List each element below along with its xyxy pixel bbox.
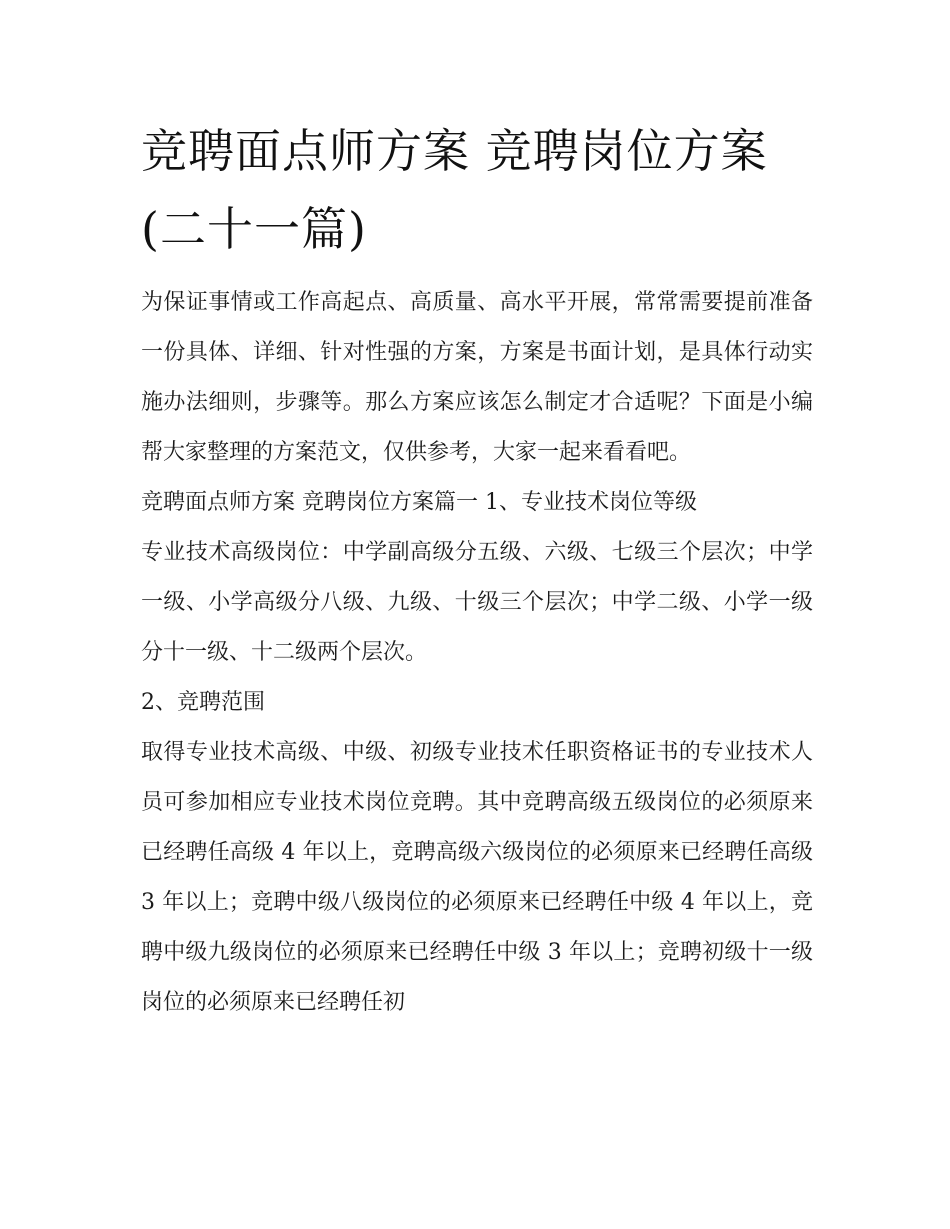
intro-paragraph: 为保证事情或工作高起点、高质量、高水平开展，常常需要提前准备一份具体、详细、针对性强的方案，方案是书面计划，是具体行动实施办法细则，步骤等。那么方案应该怎么制定才合适呢？下面是小编帮大家整理的方案范文，仅供参考，大家一起来看看吧。 [141,290,813,465]
document-body [141,278,813,1028]
senior-positions-paragraph: 专业技术高级岗位：中学副高级分五级、六级、七级三个层次；中学一级、小学高级分八级、九级、十级三个层次；中学二级、小学一级分十一级、十二级两个层次。 [141,540,813,665]
scope-paragraph: 取得专业技术高级、中级、初级专业技术任职资格证书的专业技术人员可参加相应专业技术岗位竞聘。其中竞聘高级五级岗位的必须原来已经聘任高级 4 年以上，竞聘高级六级岗位的必须原来已经聘任高级 3 年以上；竞聘中级八级岗位的必须原来已经聘任中级 4 年以上，竞聘中级九级岗位的必须原来已经聘任中级 3 年以上；竞聘初级十一级岗位的必须原来已经聘任初 [141,740,813,1015]
section-two-heading: 2、竞聘范围 [141,690,265,715]
document-title: 竞聘面点师方案 竞聘岗位方案(二十一篇) [141,124,768,256]
document-page [141,112,813,1028]
section-one-heading: 竞聘面点师方案 竞聘岗位方案篇一 1、专业技术岗位等级 [141,490,697,515]
